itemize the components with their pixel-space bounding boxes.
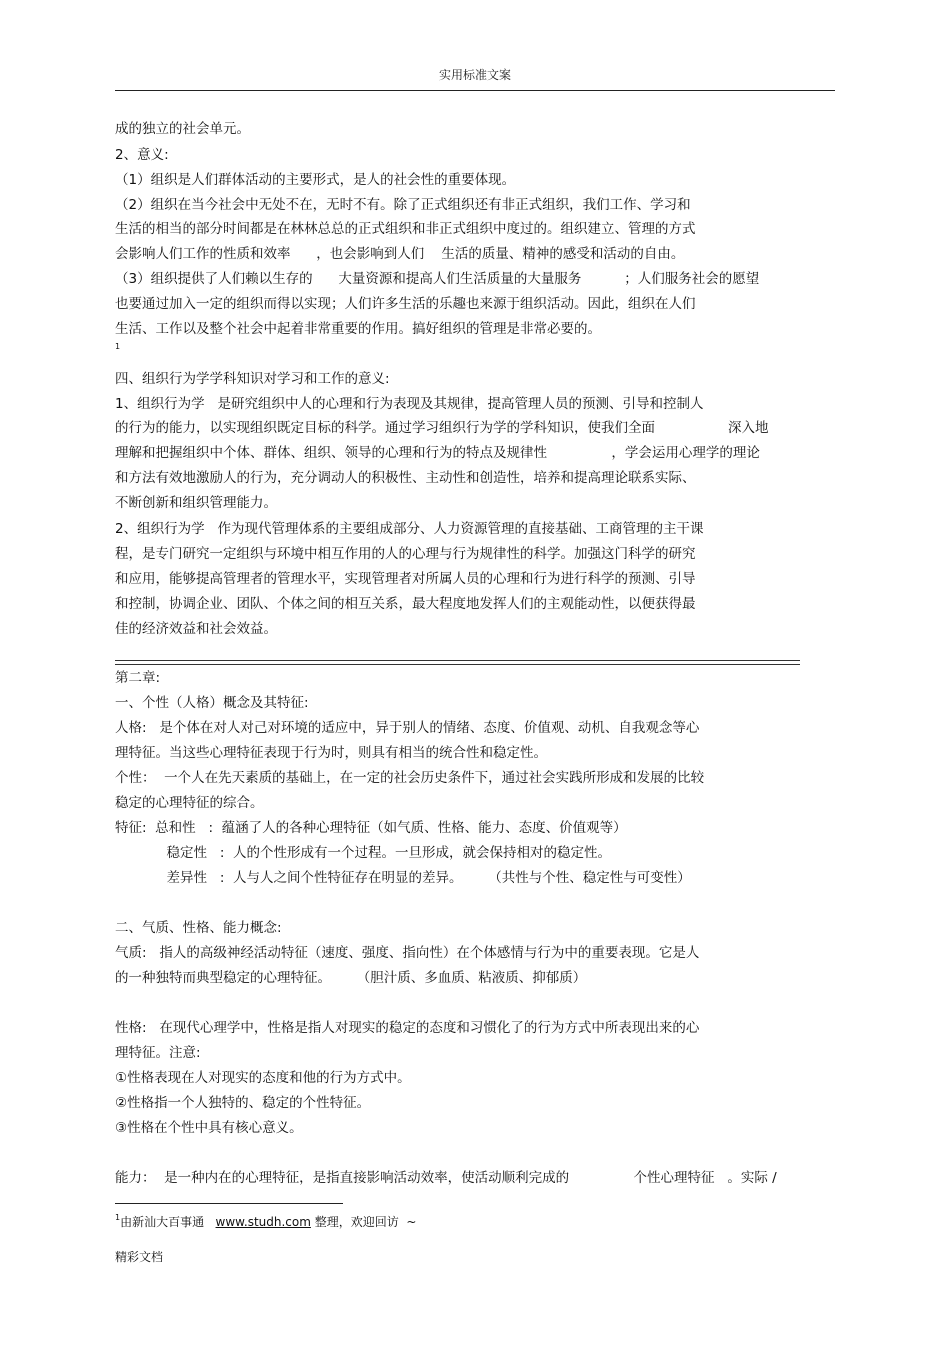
text-line: 差异性 : 人与人之间个性特征存在明显的差异。 （共性与个性、稳定性与可变性）: [115, 870, 691, 886]
text-line: 人格: 是个体在对人对己对环境的适应中，异于别人的情绪、态度、价值观、动机、自我观念等心: [115, 720, 700, 736]
text-line: 理特征。当这些心理特征表现于行为时，则具有相当的统合性和稳定性。: [115, 745, 547, 761]
text-line: 理解和把握组织中个体、群体、组织、领导的心理和行为的特点及规律性 ，学会运用心理学的理论: [115, 445, 760, 461]
text-line: 和应用，能够提高管理者的管理水平，实现管理者对所属人员的心理和行为进行科学的预测、引导: [115, 571, 696, 587]
text-line: 气质: 指人的高级神经活动特征（速度、强度、指向性）在个体感情与行为中的重要表现。它是人: [115, 945, 700, 961]
text-line: 也要通过加入一定的组织而得以实现；人们许多生活的乐趣也来源于组织活动。因此，组织在人们: [115, 296, 696, 312]
text-line: 1、组织行为学 是研究组织中人的心理和行为表现及其规律，提高管理人员的预测、引导和控制人: [115, 396, 704, 412]
footnote-link[interactable]: www.studh.com: [215, 1215, 311, 1229]
text-line: 个性： 一个人在先天素质的基础上，在一定的社会历史条件下，通过社会实践所形成和发展的比较: [115, 770, 705, 786]
text-line: 二、气质、性格、能力概念:: [115, 920, 282, 936]
text-line: 性格: 在现代心理学中，性格是指人对现实的稳定的态度和习惯化了的行为方式中所表现出来的心: [115, 1020, 700, 1036]
text-line: 2、意义:: [115, 147, 169, 163]
text-line: 第二章:: [115, 670, 161, 686]
footnote-prefix: 由新汕大百事通: [120, 1215, 216, 1229]
footnote-suffix: 整理，欢迎回访 ~: [310, 1215, 417, 1229]
text-line: 稳定的心理特征的综合。: [115, 795, 264, 811]
text-line: （1）组织是人们群体活动的主要形式，是人的社会性的重要体现。: [115, 172, 516, 188]
text-line: 程，是专门研究一定组织与环境中相互作用的人的心理与行为规律性的科学。加强这门科学的研究: [115, 546, 696, 562]
text-line: 的一种独特而典型稳定的心理特征。 （胆汁质、多血质、粘液质、抑郁质）: [115, 970, 587, 986]
footnote-reference: 1: [115, 342, 121, 351]
text-line: 佳的经济效益和社会效益。: [115, 621, 277, 637]
text-line: （3）组织提供了人们赖以生存的 大量资源和提高人们生活质量的大量服务 ；人们服务社会的愿望: [115, 271, 760, 287]
header-rule: [115, 90, 835, 91]
text-line: 和控制，协调企业、团队、个体之间的相互关系，最大程度地发挥人们的主观能动性，以便获得最: [115, 596, 696, 612]
text-line: 理特征。注意:: [115, 1045, 201, 1061]
text-line: ②性格指一个人独特的、稳定的个性特征。: [115, 1095, 371, 1111]
text-line: 成的独立的社会单元。: [115, 121, 250, 137]
footnote-rule: [115, 1203, 343, 1204]
page-footer: 精彩文档: [115, 1250, 164, 1264]
text-line: （2）组织在当今社会中无处不在，无时不有。除了正式组织还有非正式组织，我们工作、学习和: [115, 197, 691, 213]
text-line: 的行为的能力，以实现组织既定目标的科学。通过学习组织行为学的学科知识，使我们全面 深入地: [115, 420, 769, 436]
text-line: 一、个性（人格）概念及其特征:: [115, 695, 309, 711]
text-line: 四、组织行为学学科知识对学习和工作的意义:: [115, 371, 390, 387]
section-divider: [115, 660, 800, 665]
footnote-marker: 1: [115, 1213, 121, 1222]
text-line: ③性格在个性中具有核心意义。: [115, 1120, 303, 1136]
text-line: ①性格表现在人对现实的态度和他的行为方式中。: [115, 1070, 411, 1086]
text-line: 不断创新和组织管理能力。: [115, 495, 277, 511]
text-line: 生活、工作以及整个社会中起着非常重要的作用。搞好组织的管理是非常必要的。: [115, 321, 601, 337]
text-line: 特征: 总和性 : 蕴涵了人的各种心理特征（如气质、性格、能力、态度、价值观等）: [115, 820, 627, 836]
text-line: 生活的相当的部分时间都是在林林总总的正式组织和非正式组织中度过的。组织建立、管理的方式: [115, 221, 696, 237]
footnote: [115, 1213, 416, 1230]
page-header: 实用标准文案: [438, 68, 511, 82]
text-line: 稳定性 : 人的个性形成有一个过程。一旦形成，就会保持相对的稳定性。: [115, 845, 611, 861]
text-line: 和方法有效地激励人的行为，充分调动人的积极性、主动性和创造性，培养和提高理论联系实际、: [115, 470, 696, 486]
text-line: 会影响人们工作的性质和效率 ，也会影响到人们 生活的质量、精神的感受和活动的自由。: [115, 246, 685, 262]
text-line: 2、组织行为学 作为现代管理体系的主要组成部分、人力资源管理的直接基础、工商管理的主干课: [115, 521, 704, 537]
text-line: 能力： 是一种内在的心理特征，是指直接影响活动效率，使活动顺利完成的 个性心理特征 。实际 /: [115, 1170, 777, 1186]
